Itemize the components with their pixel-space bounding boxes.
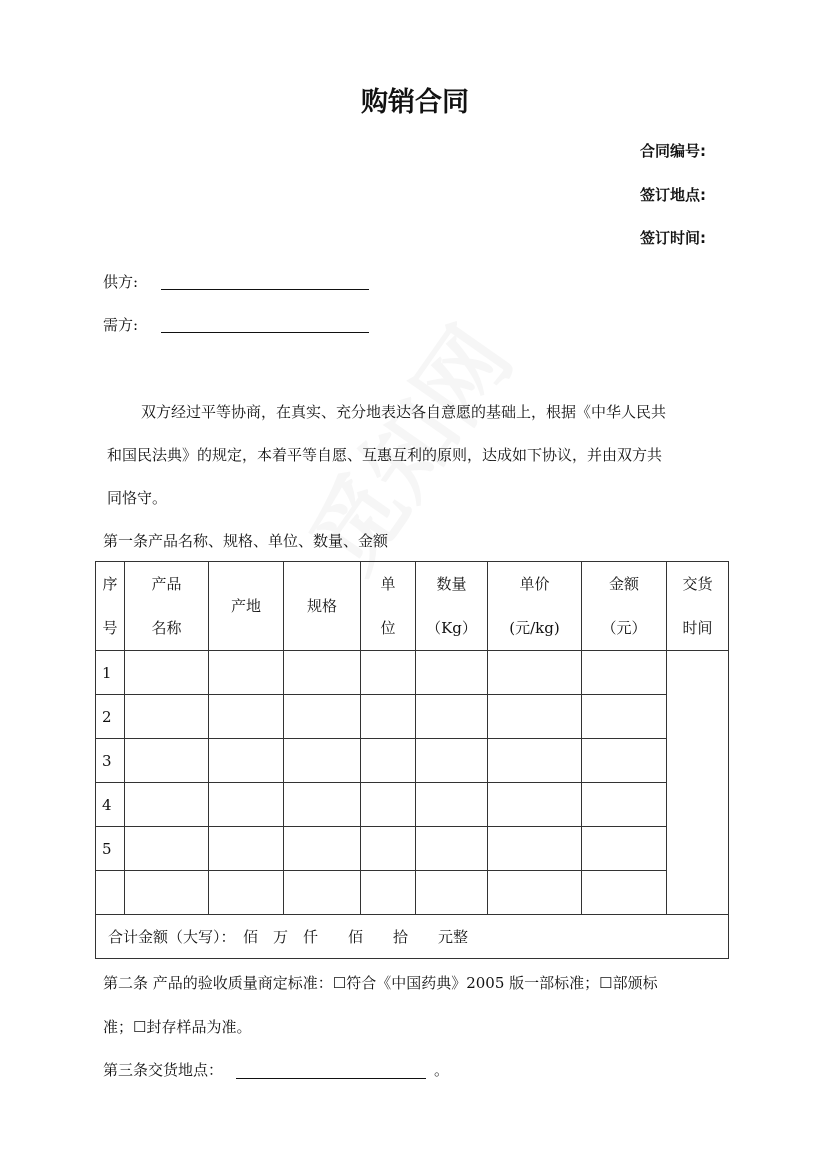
- table-cell[interactable]: [416, 695, 488, 739]
- table-cell[interactable]: [125, 739, 209, 783]
- header-cell: 交货 时间: [667, 562, 729, 651]
- header-cell: 产品 名称: [125, 562, 209, 651]
- table-cell[interactable]: [488, 827, 582, 871]
- table-cell[interactable]: [209, 695, 284, 739]
- page-title: 购销合同: [361, 87, 469, 118]
- intro-line-3: 同恪守。: [107, 489, 168, 507]
- contract-number-label: 合同编号:: [640, 142, 706, 160]
- buyer-label: 需方:: [103, 316, 139, 334]
- table-cell[interactable]: [361, 695, 416, 739]
- total-row: [96, 915, 729, 959]
- table-cell[interactable]: [209, 783, 284, 827]
- article-3-label: 第三条交货地点：: [103, 1061, 224, 1079]
- table-cell[interactable]: [488, 783, 582, 827]
- product-table: [95, 561, 729, 959]
- table-row: [96, 783, 729, 827]
- delivery-time-cell[interactable]: [667, 651, 729, 915]
- supplier-field[interactable]: [161, 288, 369, 290]
- table-cell[interactable]: [416, 783, 488, 827]
- table-row: [96, 695, 729, 739]
- delivery-place-field[interactable]: [236, 1077, 426, 1079]
- table-cell[interactable]: [361, 827, 416, 871]
- article-2-line-1: 第二条 产品的验收质量商定标准：☐符合《中国药典》2005 版一部标准；☐部颁标: [103, 974, 658, 992]
- table-row: [96, 739, 729, 783]
- header-cell: 数量 （Kg）: [416, 562, 488, 651]
- header-cell: 规格: [284, 562, 361, 651]
- table-cell[interactable]: [582, 783, 667, 827]
- table-cell[interactable]: [209, 827, 284, 871]
- row-number-cell[interactable]: [96, 871, 125, 915]
- table-cell[interactable]: [125, 783, 209, 827]
- row-number-cell[interactable]: 3: [96, 739, 125, 783]
- row-number-cell[interactable]: 4: [96, 783, 125, 827]
- table-cell[interactable]: [416, 739, 488, 783]
- header-cell: 金额 （元）: [582, 562, 667, 651]
- row-number-cell[interactable]: 1: [96, 651, 125, 695]
- table-cell[interactable]: [284, 695, 361, 739]
- table-cell[interactable]: [416, 871, 488, 915]
- table-cell[interactable]: [488, 871, 582, 915]
- table-cell[interactable]: [125, 827, 209, 871]
- table-cell[interactable]: [125, 695, 209, 739]
- table-cell[interactable]: [416, 651, 488, 695]
- table-cell[interactable]: [361, 783, 416, 827]
- table-cell[interactable]: [209, 739, 284, 783]
- table-cell[interactable]: [209, 871, 284, 915]
- row-number-cell[interactable]: 5: [96, 827, 125, 871]
- table-cell[interactable]: [209, 651, 284, 695]
- signing-time-label: 签订时间:: [640, 229, 706, 247]
- table-header-row: [96, 562, 729, 651]
- table-cell[interactable]: [284, 739, 361, 783]
- table-cell[interactable]: [582, 871, 667, 915]
- table-cell[interactable]: [488, 739, 582, 783]
- table-cell[interactable]: [582, 651, 667, 695]
- signing-place-label: 签订地点:: [640, 186, 706, 204]
- table-row: [96, 651, 729, 695]
- table-cell[interactable]: [361, 739, 416, 783]
- table-cell[interactable]: [284, 871, 361, 915]
- table-cell[interactable]: [125, 651, 209, 695]
- table-cell[interactable]: [125, 871, 209, 915]
- table-cell[interactable]: [284, 827, 361, 871]
- table-cell[interactable]: [582, 695, 667, 739]
- table-cell[interactable]: [361, 651, 416, 695]
- article-3-end: 。: [434, 1061, 450, 1079]
- row-number-cell[interactable]: 2: [96, 695, 125, 739]
- header-cell: 单 位: [361, 562, 416, 651]
- intro-line-1: 双方经过平等协商，在真实、充分地表达各自意愿的基础上，根据《中华人民共: [141, 403, 667, 421]
- article-2-line-2: 准；☐封存样品为准。: [103, 1018, 252, 1036]
- header-cell: 序 号: [96, 562, 125, 651]
- table-cell[interactable]: [582, 827, 667, 871]
- supplier-label: 供方:: [103, 273, 139, 291]
- table-cell[interactable]: [284, 651, 361, 695]
- table-cell[interactable]: [416, 827, 488, 871]
- header-cell: 产地: [209, 562, 284, 651]
- table-cell[interactable]: [361, 871, 416, 915]
- table-cell[interactable]: [582, 739, 667, 783]
- table-cell[interactable]: [488, 695, 582, 739]
- table-cell[interactable]: [284, 783, 361, 827]
- table-cell[interactable]: [488, 651, 582, 695]
- table-row: [96, 871, 729, 915]
- intro-line-2: 和国民法典》的规定，本着平等自愿、互惠互利的原则，达成如下协议，并由双方共: [107, 446, 663, 464]
- buyer-field[interactable]: [161, 331, 369, 333]
- article-1-heading: 第一条产品名称、规格、单位、数量、金额: [103, 532, 389, 550]
- table-row: [96, 827, 729, 871]
- total-amount-cell[interactable]: 合计金额（大写）： 佰 万 仟 佰 拾 元整: [96, 915, 729, 959]
- header-cell: 单价 (元/kg): [488, 562, 582, 651]
